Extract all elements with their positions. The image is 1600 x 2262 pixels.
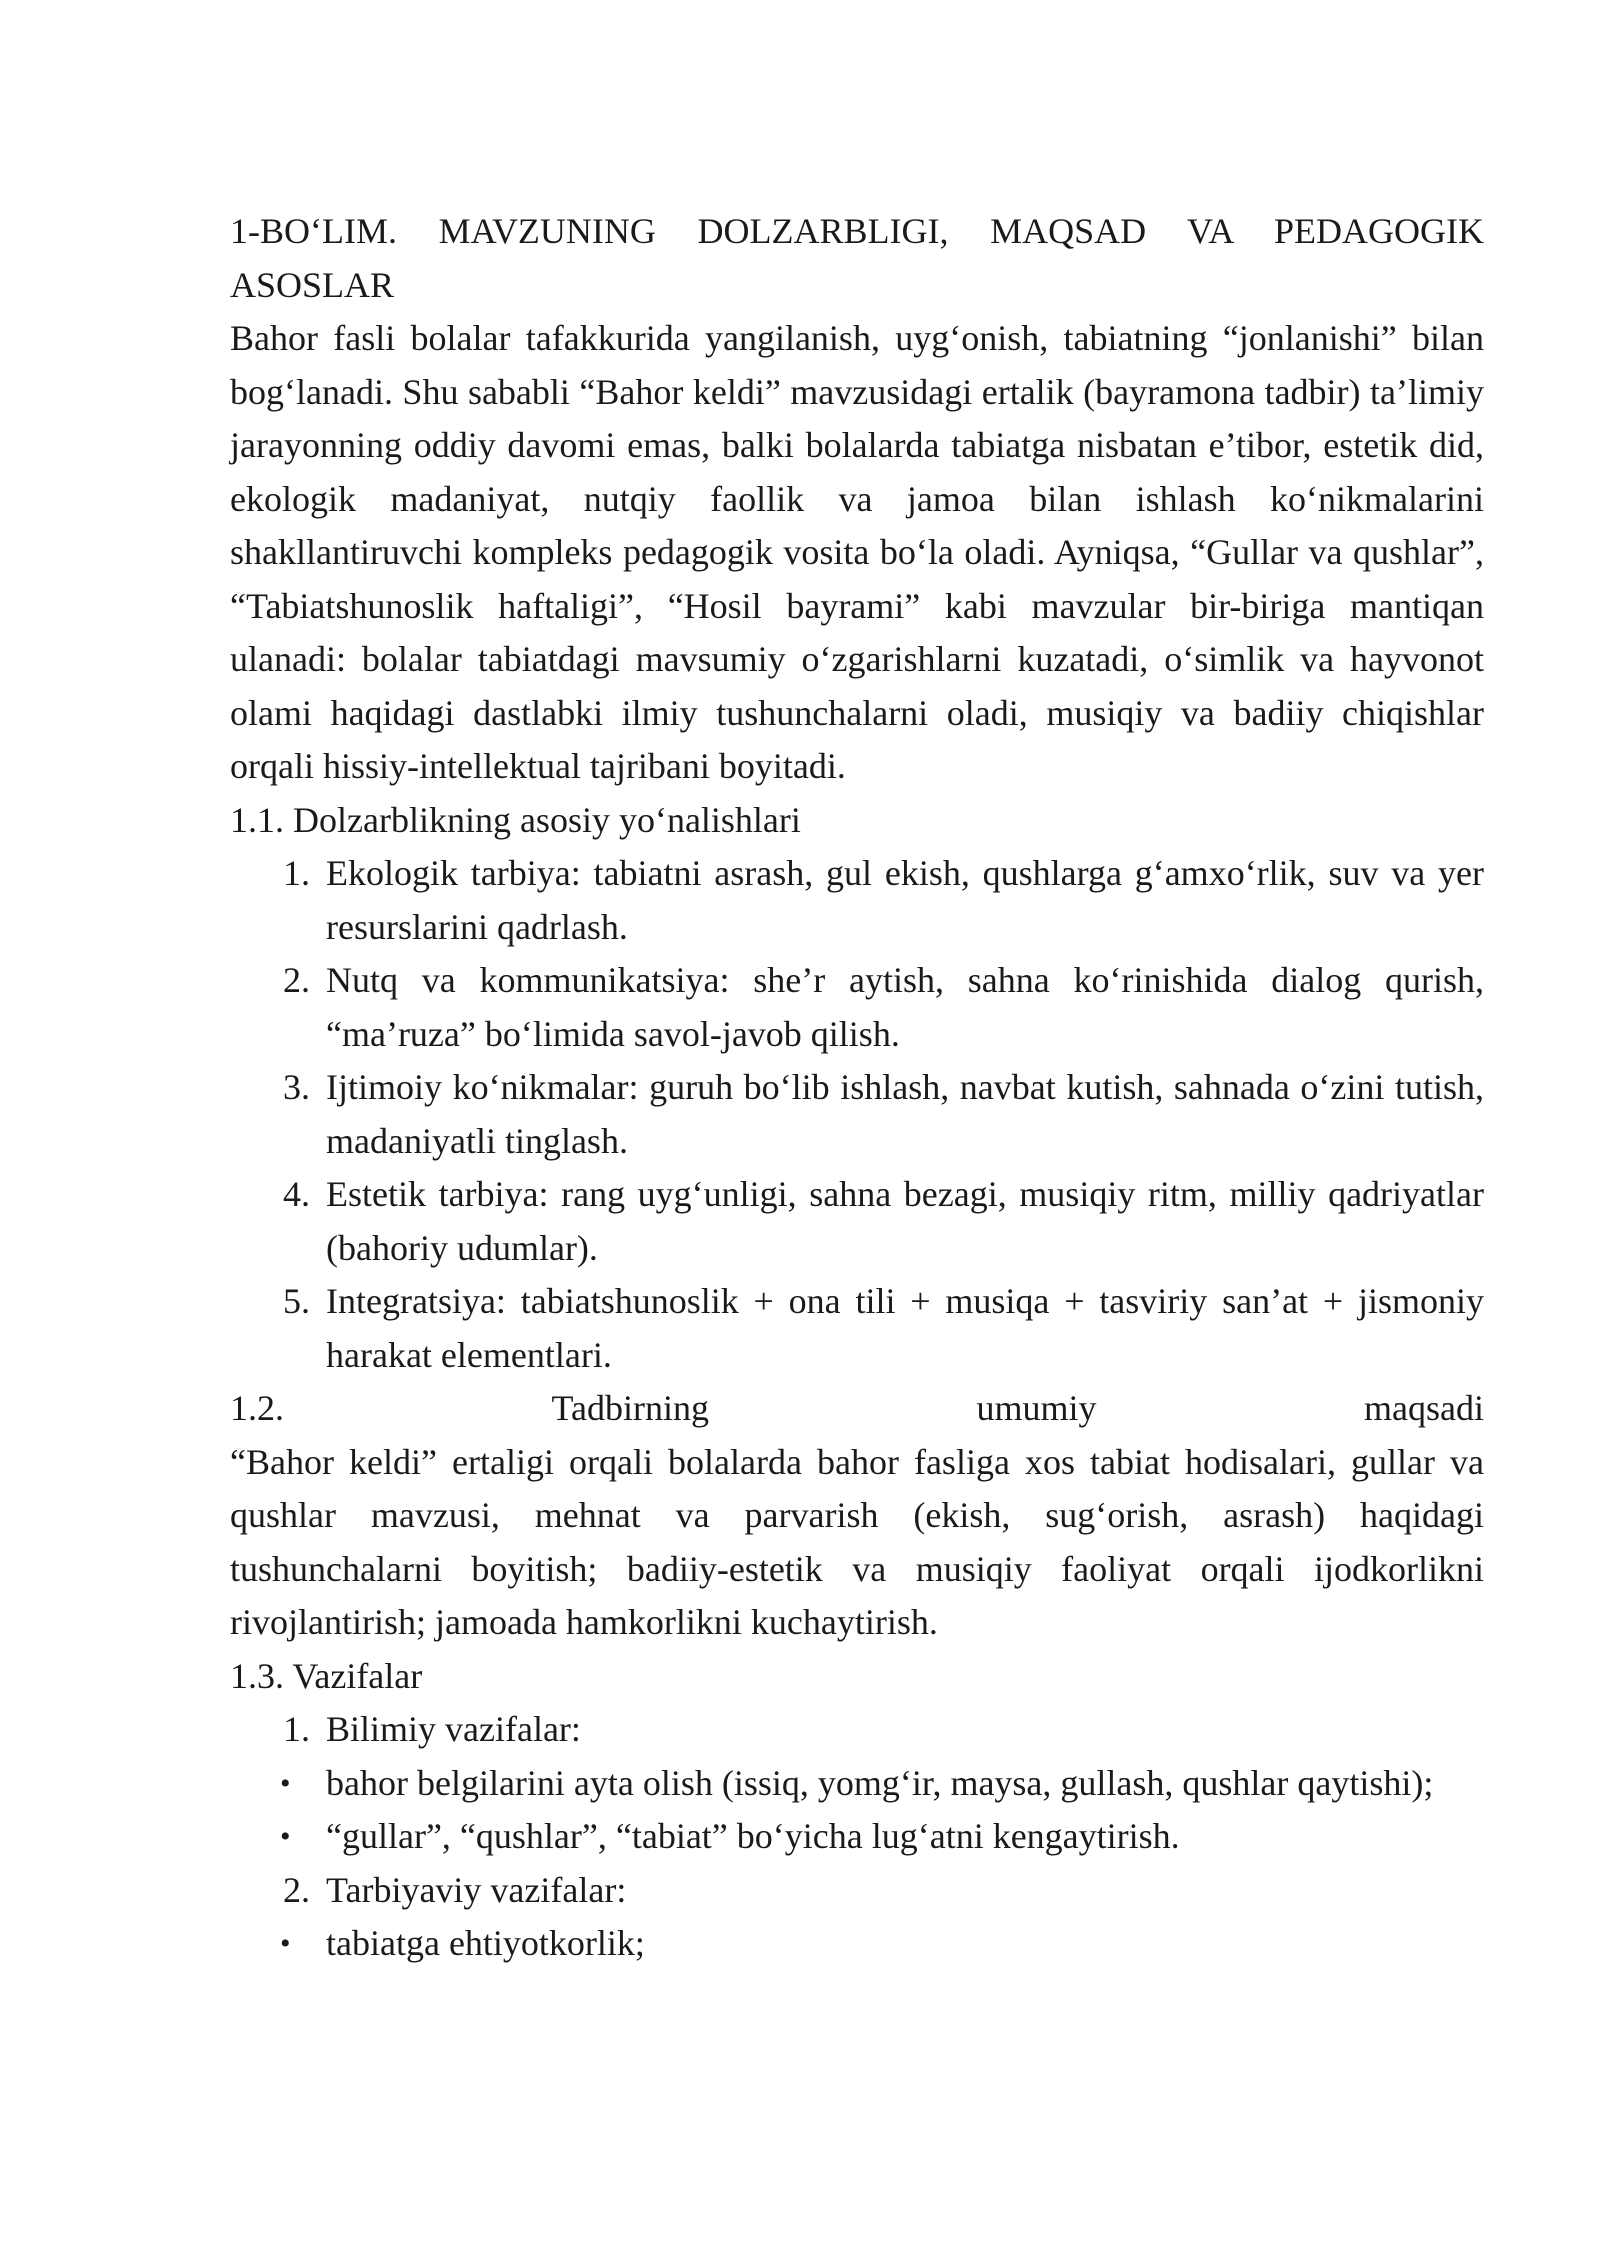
list-item-text: Bilimiy vazifalar: — [326, 1709, 581, 1749]
list-number: 2. — [283, 1869, 310, 1910]
list-number: 4. — [283, 1174, 310, 1214]
tasks-heading: 1.3. Vazifalar — [230, 1655, 423, 1696]
list-item — [230, 1703, 1484, 1757]
list-item — [230, 1061, 1484, 1168]
list-item — [230, 1168, 1484, 1275]
list-item-text: Estetik tarbiya: rang uyg‘unligi, sahna bezagi, musiqiy ritm, milliy qadriyatlar (bahoriy udumlar). — [326, 1174, 1484, 1268]
goal-heading-word: Tadbirning — [551, 1388, 709, 1428]
bullet-icon: • — [280, 1927, 291, 1960]
list-number: 5. — [283, 1281, 310, 1321]
list-item-text: Nutq va kommunikatsiya: she’r aytish, sahna ko‘rinishida dialog qurish, “ma’ruza” bo‘limida savol-javob qilish. — [326, 960, 1484, 1054]
page-content — [230, 205, 1484, 1971]
relevance-list — [230, 847, 1484, 1382]
bullet-item — [230, 1810, 1484, 1864]
goal-paragraph: “Bahor keldi” ertaligi orqali bolalarda bahor fasliga xos tabiat hodisalari, gullar va qushlar mavzusi, mehnat va parvarish (ekish, sug‘orish, asrash) haqidagi tushunchalarni boyitish; badiiy-estetik va musiqiy faoliyat orqali ijodkorlikni rivojlantirish; jamoada hamkorlikni kuchaytirish. — [230, 1441, 1484, 1642]
goal-heading-word: umumiy — [976, 1388, 1097, 1428]
bullet-item — [230, 1757, 1484, 1811]
list-number: 1. — [283, 853, 310, 893]
tasks-group-2-bullets — [230, 1917, 1484, 1971]
list-item — [230, 847, 1484, 954]
list-item-text: Ekologik tarbiya: tabiatni asrash, gul ekish, qushlarga g‘amxo‘rlik, suv va yer resurslarini qadrlash. — [326, 853, 1484, 947]
list-item — [230, 954, 1484, 1061]
tasks-group-1-bullets — [230, 1757, 1484, 1864]
list-item-text: Integratsiya: tabiatshunoslik + ona tili + musiqa + tasviriy san’at + jismoniy harakat elementlari. — [326, 1281, 1484, 1375]
bullet-text: bahor belgilarini ayta olish (issiq, yomg‘ir, maysa, gullash, qushlar qaytishi); — [326, 1762, 1434, 1803]
bullet-icon: • — [280, 1820, 291, 1853]
bullet-text: “gullar”, “qushlar”, “tabiat” bo‘yicha lug‘atni kengaytirish. — [326, 1816, 1180, 1856]
list-item-text: Ijtimoiy ko‘nikmalar: guruh bo‘lib ishlash, navbat kutish, sahnada o‘zini tutish, madaniyatli tinglash. — [326, 1067, 1484, 1161]
goal-heading-word: 1.2. — [230, 1388, 284, 1428]
list-item — [230, 1864, 1484, 1918]
tasks-group-1 — [230, 1703, 1484, 1757]
relevance-heading: 1.1. Dolzarblikning asosiy yo‘nalishlari — [230, 799, 801, 840]
list-number: 1. — [283, 1709, 310, 1749]
tasks-group-2 — [230, 1864, 1484, 1918]
list-item — [230, 1275, 1484, 1382]
goal-heading — [230, 1382, 1484, 1436]
bullet-item — [230, 1917, 1484, 1971]
bullet-icon: • — [280, 1766, 291, 1800]
goal-heading-word: maqsadi — [1364, 1388, 1484, 1428]
bullet-text: tabiatga ehtiyotkorlik; — [326, 1923, 645, 1963]
section-heading: 1-BO‘LIM. MAVZUNING DOLZARBLIGI, MAQSAD VA PEDAGOGIK ASOSLAR — [230, 211, 1484, 305]
list-number: 2. — [283, 960, 310, 1000]
list-number: 3. — [283, 1067, 310, 1107]
list-item-text: Tarbiyaviy vazifalar: — [326, 1869, 627, 1910]
intro-paragraph: Bahor fasli bolalar tafakkurida yangilanish, uyg‘onish, tabiatning “jonlanishi” bilan bog‘lanadi. Shu sababli “Bahor keldi” mavzusidagi ertalik (bayramona tadbir) ta’limiy jarayonning oddiy davomi emas, balki bolalarda tabiatga nisbatan e’tibor, estetik did, ekologik madaniyat, nutqiy faollik va jamoa bilan ishlash ko‘nikmalarini shakllantiruvchi kompleks pedagogik vosita bo‘la oladi. Ayniqsa, “Gullar va qushlar”, “Tabiatshunoslik haftaligi”, “Hosil bayrami” kabi mavzular bir-biriga mantiqan ulanadi: bolalar tabiatdagi mavsumiy o‘zgarishlarni kuzatadi, o‘simlik va hayvonot olami haqidagi dastlabki ilmiy tushunchalarni oladi, musiqiy va badiiy chiqishlar orqali hissiy-intellektual tajribani boyitadi. — [230, 318, 1484, 786]
